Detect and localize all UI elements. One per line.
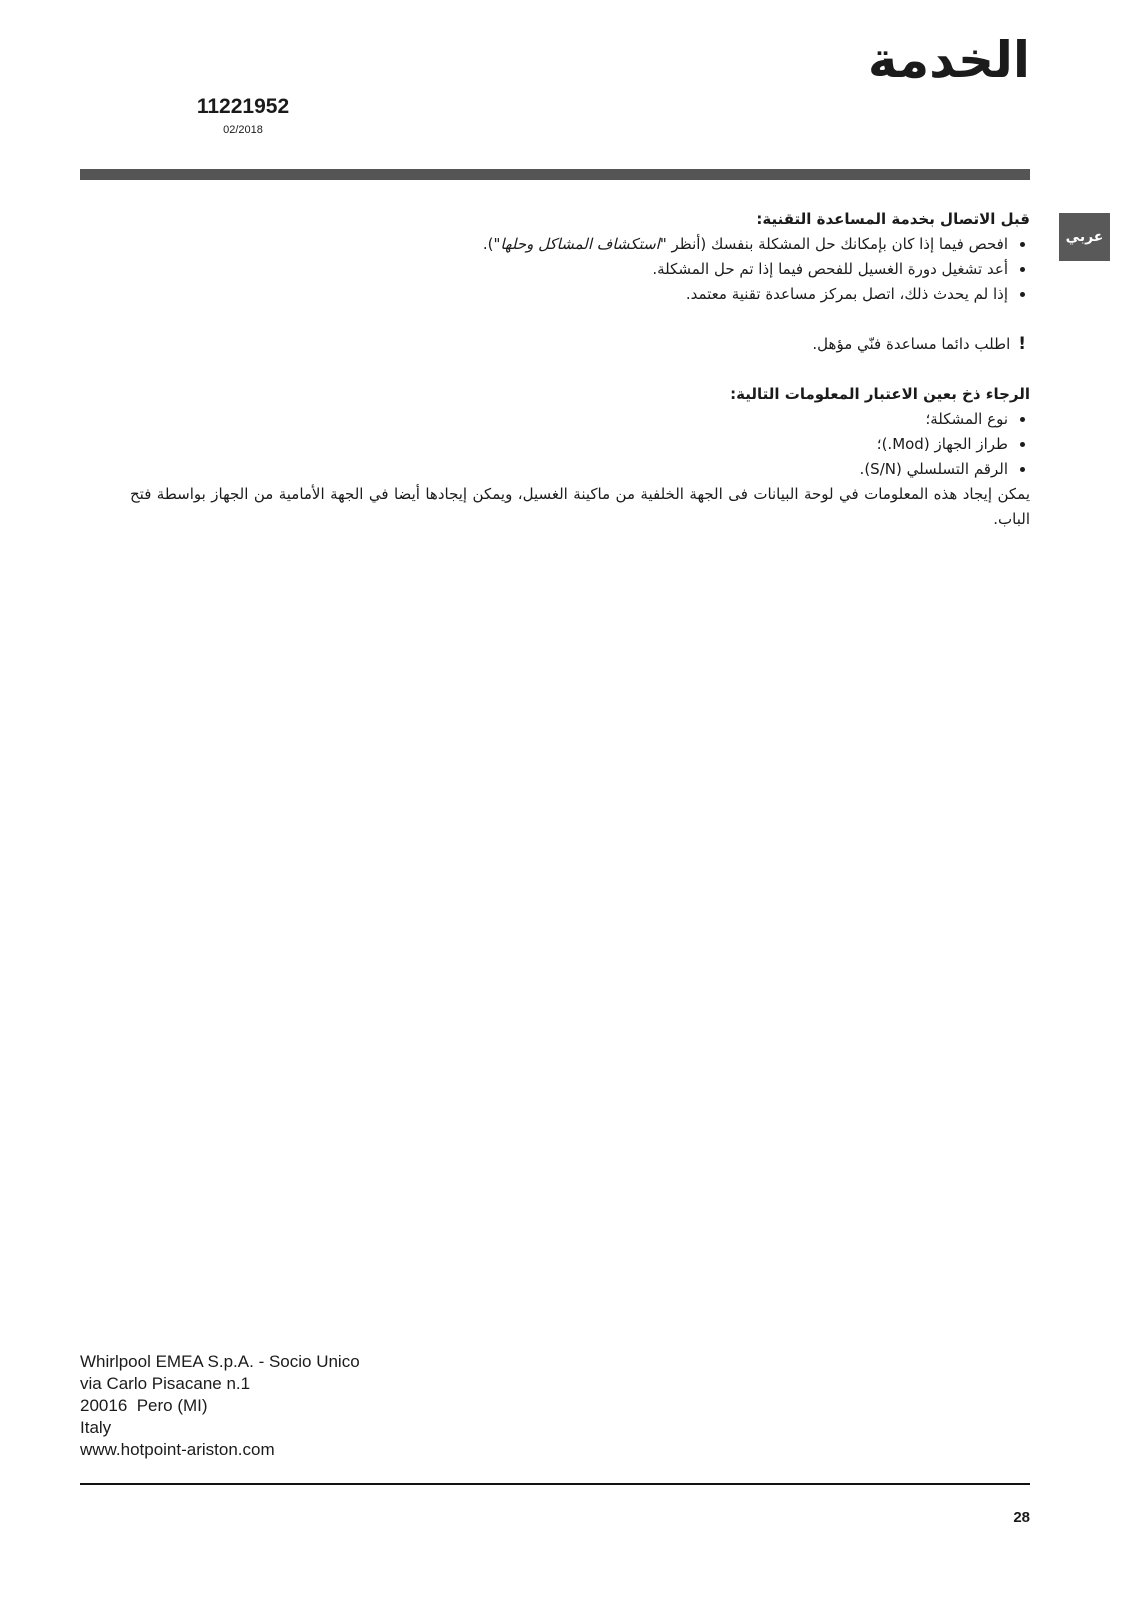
list-item [130, 282, 1030, 307]
list-item [130, 232, 1030, 257]
before-contact-section [130, 207, 1030, 307]
address-line: Whirlpool EMEA S.p.A. - Socio Unico [80, 1352, 360, 1371]
website-url: www.hotpoint-ariston.com [80, 1440, 275, 1459]
bullet-icon [1020, 267, 1025, 272]
check-item-text-after: "). [482, 235, 501, 253]
list-item-text: نوع المشكلة؛ [925, 410, 1008, 428]
list-item [130, 432, 1030, 457]
bullet-icon [1020, 292, 1025, 297]
language-tab-label: عربي [1065, 229, 1104, 245]
list-item [130, 257, 1030, 282]
list-item-text: الرقم التسلسلي (S/N). [859, 460, 1008, 478]
document-reference [185, 94, 301, 137]
warning-note [130, 332, 1030, 357]
document-number: 11221952 [196, 95, 290, 118]
list-item [130, 407, 1030, 432]
warning-mark: ! [1018, 334, 1026, 354]
page-title: الخدمة [867, 31, 1030, 89]
company-address [80, 1351, 360, 1461]
address-line: 20016 Pero (MI) [80, 1396, 208, 1415]
info-heading: الرجاء ذخ بعين الاعتبار المعلومات التالية: [730, 385, 1030, 403]
rating-plate-note: يمكن إيجاد هذه المعلومات في لوحة البيانات فى الجهة الخلفية من ماكينة الغسيل، ويمكن إيجادها أيضا في الجهة الأمامية من الجهاز بواسطة فتح الباب. [130, 485, 1030, 528]
before-contact-list [130, 232, 1030, 307]
service-content [130, 207, 1030, 532]
bullet-icon [1020, 467, 1025, 472]
info-list [130, 407, 1030, 482]
page-number: 28 [1013, 1509, 1030, 1526]
address-line: via Carlo Pisacane n.1 [80, 1374, 251, 1393]
bullet-icon [1020, 242, 1025, 247]
document-date: 02/2018 [223, 124, 263, 136]
address-line: Italy [80, 1418, 112, 1437]
check-item-text [483, 235, 1008, 253]
check-item-text-before: افحص فيما إذا كان بإمكانك حل المشكلة بنفسك (أنظر " [659, 235, 1008, 253]
language-tab [1059, 213, 1110, 261]
footer-rule [80, 1483, 1030, 1485]
warning-text: اطلب دائما مساعدة فنّي مؤهل. [812, 335, 1011, 353]
list-item-text: إذا لم يحدث ذلك، اتصل بمركز مساعدة تقنية معتمد. [685, 285, 1008, 303]
header-rule [80, 169, 1030, 180]
list-item-text: أعد تشغيل دورة الغسيل للفحص فيما إذا تم حل المشكلة. [652, 260, 1008, 278]
troubleshooting-reference: استكشاف المشاكل وحلها [500, 235, 660, 253]
list-item [130, 457, 1030, 482]
info-section [130, 382, 1030, 532]
bullet-icon [1020, 417, 1025, 422]
list-item-text: طراز الجهاز (Mod.)؛ [876, 435, 1008, 453]
before-contact-heading: قبل الاتصال بخدمة المساعدة التقنية: [756, 210, 1030, 228]
bullet-icon [1020, 442, 1025, 447]
